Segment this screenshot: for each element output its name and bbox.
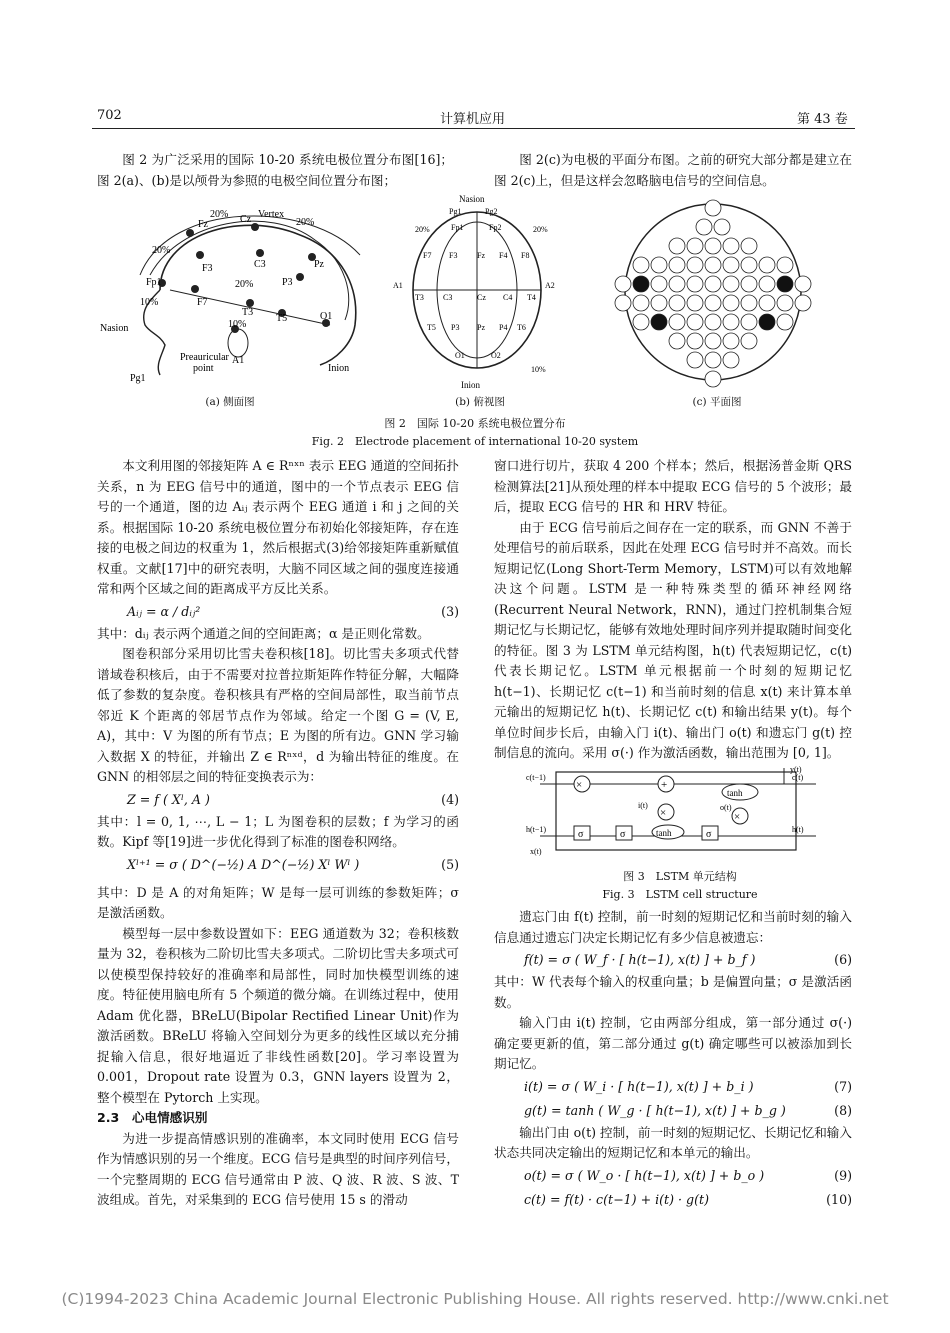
left-para-5: 其中：D 是 A 的对角矩阵；W 是每一层可训练的参数矩阵；σ 是激活函数。 bbox=[97, 884, 459, 920]
equation-10: c(t) = f(t) · c(t−1) + i(t) · g(t) (10) bbox=[524, 1191, 852, 1207]
svg-text:Pg1: Pg1 bbox=[449, 207, 462, 216]
left-para-4: 其中：l = 0, 1, ⋯, L − 1；L 为图卷积的层数；f 为学习的函数。Kipf 等[19]进一步优化得到了标准的图卷积网络。 bbox=[97, 813, 459, 849]
svg-text:×: × bbox=[576, 779, 583, 791]
svg-text:Cz: Cz bbox=[240, 214, 252, 225]
svg-text:×: × bbox=[734, 811, 741, 823]
svg-text:Pz: Pz bbox=[477, 323, 485, 332]
nasion-label: Nasion bbox=[100, 323, 129, 334]
svg-text:F7: F7 bbox=[197, 297, 208, 308]
svg-text:T5: T5 bbox=[427, 323, 436, 332]
electrode-dot bbox=[705, 314, 721, 330]
svg-text:+: + bbox=[661, 779, 668, 791]
electrode-dot bbox=[741, 314, 757, 330]
svg-text:×: × bbox=[660, 807, 667, 819]
electrode-dot bbox=[669, 314, 685, 330]
svg-text:c(t−1): c(t−1) bbox=[526, 773, 546, 782]
svg-text:T6: T6 bbox=[517, 323, 526, 332]
figure2-caption-en: Fig. 2 Electrode placement of international 10-20 system bbox=[311, 435, 639, 448]
electrode-dot bbox=[651, 276, 667, 292]
svg-text:10%: 10% bbox=[228, 319, 247, 330]
svg-text:Cz: Cz bbox=[477, 293, 486, 302]
electrode-dot bbox=[615, 295, 631, 311]
svg-text:20%: 20% bbox=[152, 245, 171, 256]
electrode-dot bbox=[651, 295, 667, 311]
journal-title: 计算机应用 bbox=[440, 112, 506, 127]
electrode-dot bbox=[759, 295, 775, 311]
svg-text:O1: O1 bbox=[455, 351, 465, 360]
electrode-dot bbox=[705, 352, 721, 368]
svg-text:T4: T4 bbox=[527, 293, 536, 302]
figure3-caption-en: Fig. 3 LSTM cell structure bbox=[602, 888, 758, 901]
right-para-2: 由于 ECG 信号前后之间存在一定的联系，而 GNN 不善于处理信号的前后联系，因此在处理 ECG 信号时并不高效。而长短期记忆(Long Short-Term Memory，LSTM)可以有效地解决这个问题。LSTM 是一种特殊类型的循环神经网络(Recurrent Neural Network，RNN)，通过门控机制集合短期记忆与长期记忆，能够有效地处理时间序列并提取随时间变化的特征。图 3 为 LSTM 单元结构图，h(t) 代表短期记忆，c(t) 代表长期记忆。LSTM 单元根据前一个时刻的短期记忆 h(t−1)、长期记忆 c(t−1) 和当前时刻的信息 x(t) 来计算本单元输出的短期记忆 h(t)、长期记忆 c(t) 和输出结果 y(t)。每个单位时间步长后，由输入门 i(t)、输出门 o(t) 和遗忘门 g(t) 控制信息的流向。采用 σ(·) 作为激活函数，输出范围为 [0, 1]。 bbox=[494, 519, 852, 760]
electrode-dot bbox=[723, 333, 739, 349]
equation-5: Xˡ⁺¹ = σ ( D^(−½) A D^(−½) Xˡ Wˡ ) (5) bbox=[127, 856, 459, 872]
svg-text:P3: P3 bbox=[282, 277, 293, 288]
svg-text:T5: T5 bbox=[276, 313, 288, 324]
electrode-dot bbox=[723, 238, 739, 254]
electrode-dot bbox=[723, 257, 739, 273]
figure3-lstm-diagram bbox=[526, 766, 830, 862]
svg-text:F3: F3 bbox=[449, 251, 458, 260]
electrode-dot bbox=[723, 276, 739, 292]
electrode-dot bbox=[777, 257, 793, 273]
electrode-dot bbox=[705, 333, 721, 349]
svg-text:P4: P4 bbox=[499, 323, 508, 332]
svg-text:20%: 20% bbox=[235, 279, 254, 290]
svg-text:Fz: Fz bbox=[198, 219, 208, 230]
svg-text:Pg2: Pg2 bbox=[485, 207, 498, 216]
electrode-dot bbox=[795, 295, 811, 311]
figure2-side-view bbox=[100, 205, 390, 387]
electrode-dot bbox=[687, 257, 703, 273]
svg-text:h(t−1): h(t−1) bbox=[526, 825, 547, 834]
electrode-dot bbox=[669, 276, 685, 292]
electrode-dot bbox=[687, 333, 703, 349]
electrode-dot bbox=[687, 314, 703, 330]
svg-text:20%: 20% bbox=[533, 225, 548, 234]
equation-3: Aᵢⱼ = α / dᵢⱼ² (3) bbox=[127, 603, 459, 619]
right-column bbox=[494, 456, 852, 764]
svg-text:20%: 20% bbox=[210, 209, 229, 220]
figure2-sub-b: (b) 俯视图 bbox=[455, 396, 505, 408]
equation-8: g(t) = tanh ( W_g · [ h(t−1), x(t) ] + b_g ) (8) bbox=[524, 1102, 852, 1118]
svg-text:x(t): x(t) bbox=[530, 847, 542, 856]
svg-text:C4: C4 bbox=[503, 293, 513, 302]
svg-text:σ: σ bbox=[706, 829, 712, 840]
svg-text:c(t): c(t) bbox=[792, 773, 804, 782]
svg-text:F8: F8 bbox=[521, 251, 530, 260]
svg-text:Pz: Pz bbox=[314, 259, 324, 270]
top-right-text: 图 2(c)为电极的平面分布图。之前的研究大部分都是建立在图 2(c)上，但是这样会忽略脑电信号的空间信息。 bbox=[494, 152, 852, 188]
right-para-3: 遗忘门由 f(t) 控制，前一时刻的短期记忆和当前时刻的输入信息通过遗忘门决定长期记忆有多少信息被遗忘： bbox=[494, 909, 852, 945]
svg-text:C3: C3 bbox=[443, 293, 453, 302]
svg-text:Pg1: Pg1 bbox=[130, 373, 146, 384]
right-para-4: 其中：W 代表每个输入的权重向量；b 是偏置向量；σ 是激活函数。 bbox=[494, 974, 852, 1010]
electrode-dot bbox=[705, 257, 721, 273]
left-para-6: 模型每一层中参数设置如下：EEG 通道数为 32；卷积核数量为 32，卷积核为二阶切比雪夫多项式。二阶切比雪夫多项式可以使模型保持较好的准确率和局部性，同时加快模型训练的速度。特征使用脑电所有 5 个频道的微分熵。在训练过程中，使用 Adam 优化器，BReLU(Bipolar Rectified Linear Unit)作为激活函数。BReLU 将输入空间划分为更多的线性区域以充分捕捉输入信息，很好地逼近了非线性函数[20]。学习率设置为 0.001，Dropout rate 设置为 0.3，GNN layers 设置为 2，整个模型在 Pytorch 上实现。 bbox=[97, 925, 459, 1105]
electrode-dot bbox=[615, 276, 631, 292]
figure2-top-view bbox=[393, 192, 563, 390]
electrode-dot bbox=[705, 238, 721, 254]
electrode-dot bbox=[777, 314, 793, 330]
left-para-1: 本文利用图的邻接矩阵 A ∈ Rⁿˣⁿ 表示 EEG 通道的空间拓扑关系，n 为 EEG 信号中的通道，图中的一个节点表示 EEG 信号的一个通道，图的边 Aᵢⱼ 表示两个 EEG 通道 i 和 j 之间的关系。根据国际 10-20 系统电极位置分布初始化邻接矩阵，存在连接的电极之间边的权重为 1，然后根据式(3)给邻接矩阵重新赋值权重。文献[17]中的研究表明，大脑不同区域之间的强度连接通常和两个区域之间的距离成平方反比关系。 bbox=[97, 458, 459, 596]
electrode-dot bbox=[741, 295, 757, 311]
svg-text:F7: F7 bbox=[423, 251, 432, 260]
electrode-dot bbox=[741, 276, 757, 292]
svg-text:F4: F4 bbox=[499, 251, 508, 260]
electrode-dot bbox=[705, 371, 721, 387]
electrode-dot bbox=[669, 333, 685, 349]
section-heading: 2.3 心电情感识别 bbox=[97, 1110, 208, 1125]
electrode-dot bbox=[741, 257, 757, 273]
electrode-dot bbox=[759, 276, 775, 292]
figure3-caption-cn: 图 3 LSTM 单元结构 bbox=[623, 870, 737, 883]
equation-9: o(t) = σ ( W_o · [ h(t−1), x(t) ] + b_o ) (9) bbox=[524, 1167, 852, 1183]
svg-text:σ: σ bbox=[578, 829, 584, 840]
electrode-dot bbox=[723, 352, 739, 368]
svg-text:A1: A1 bbox=[393, 281, 403, 290]
left-para-3: 图卷积部分采用切比雪夫卷积核[18]。切比雪夫多项式代替谱域卷积核后，由于不需要对拉普拉斯矩阵作特征分解，大幅降低了参数的复杂度。卷积核具有严格的空间局部性，取当前节点邻近 K 个距离的邻居节点作为邻域。给定一个图 G = (V, E, A)，其中：V 为图的所有节点；E 为图的所有边。GNN 学习输入数据 X 的特征，并输出 Z ∈ Rⁿˣᵈ，d 为输出特征的维度。在 GNN 的相邻层之间的特征变换表示为： bbox=[97, 646, 459, 784]
svg-text:tanh: tanh bbox=[656, 828, 672, 838]
electrode-dot bbox=[669, 295, 685, 311]
svg-text:o(t): o(t) bbox=[720, 803, 732, 812]
electrode-dot bbox=[705, 276, 721, 292]
left-para-2: 其中：dᵢⱼ 表示两个通道之间的空间距离；α 是正则化常数。 bbox=[97, 625, 430, 641]
electrode-dot bbox=[705, 200, 721, 216]
svg-text:Fp1: Fp1 bbox=[146, 277, 162, 288]
volume-label: 第 43 卷 bbox=[797, 112, 848, 127]
electrode-dot bbox=[633, 276, 649, 292]
svg-text:20%: 20% bbox=[415, 225, 430, 234]
figure2-sub-a: (a) 侧面图 bbox=[205, 396, 255, 408]
electrode-dot bbox=[759, 314, 775, 330]
svg-text:Fp1: Fp1 bbox=[451, 223, 464, 232]
right-para-1: 窗口进行切片，获取 4 200 个样本；然后，根据汤普金斯 QRS 检测算法[21]从预处理的样本中提取 ECG 信号的 5 个波形；最后，提取 ECG 信号的 HR 和 HRV 特征。 bbox=[494, 458, 852, 514]
electrode-dot bbox=[696, 219, 712, 235]
preauricular-label: Preauricular bbox=[180, 352, 229, 363]
figure2-planar-view bbox=[603, 196, 823, 388]
header-rule bbox=[92, 128, 855, 129]
electrode-dot bbox=[633, 257, 649, 273]
svg-text:O1: O1 bbox=[320, 311, 333, 322]
electrode-dot bbox=[741, 238, 757, 254]
svg-text:Fp2: Fp2 bbox=[489, 223, 502, 232]
right-para-6: 输出门由 o(t) 控制，前一时刻的短期记忆、长期记忆和输入状态共同决定输出的短期记忆和本单元的输出。 bbox=[494, 1124, 852, 1160]
figure2-sub-c: (c) 平面图 bbox=[692, 396, 742, 408]
svg-text:C3: C3 bbox=[254, 259, 266, 270]
electrode-dot bbox=[669, 257, 685, 273]
svg-text:F3: F3 bbox=[202, 263, 213, 274]
electrode-dot bbox=[777, 276, 793, 292]
svg-text:tanh: tanh bbox=[727, 788, 743, 798]
electrode-dot bbox=[723, 314, 739, 330]
electrode-dot bbox=[651, 257, 667, 273]
copyright-footer: (C)1994-2023 China Academic Journal Electronic Publishing House. All rights reserved. http://www.cnki.net bbox=[61, 1290, 889, 1308]
electrode-dot bbox=[687, 276, 703, 292]
svg-text:Nasion: Nasion bbox=[459, 194, 485, 204]
electrode-dot bbox=[795, 276, 811, 292]
svg-text:A2: A2 bbox=[545, 281, 555, 290]
electrode-dot bbox=[651, 314, 667, 330]
left-para-7: 为进一步提高情感识别的准确率，本文同时使用 ECG 信号作为情感识别的另一个维度。ECG 信号是典型的时间序列信号，一个完整周期的 ECG 信号通常由 P 波、Q 波、R 波、S 波、T 波组成。首先，对采集到的 ECG 信号使用 15 s 的滑动 bbox=[97, 1130, 459, 1207]
svg-text:T3: T3 bbox=[242, 307, 254, 318]
electrode-dot bbox=[741, 333, 757, 349]
inion-label: Inion bbox=[328, 363, 350, 374]
electrode-dot bbox=[633, 314, 649, 330]
left-column bbox=[97, 456, 459, 1211]
electrode-dot bbox=[687, 352, 703, 368]
page-number: 702 bbox=[97, 108, 122, 123]
svg-text:O2: O2 bbox=[491, 351, 501, 360]
equation-6: f(t) = σ ( W_f · [ h(t−1), x(t) ] + b_f ) (6) bbox=[524, 952, 852, 967]
svg-text:h(t): h(t) bbox=[792, 825, 804, 834]
svg-text:A1: A1 bbox=[232, 355, 245, 366]
svg-text:σ: σ bbox=[620, 829, 626, 840]
electrode-dot bbox=[687, 238, 703, 254]
electrode-dot bbox=[777, 295, 793, 311]
electrode-dot bbox=[633, 295, 649, 311]
svg-text:20%: 20% bbox=[296, 217, 315, 228]
electrode-dot bbox=[714, 219, 730, 235]
equation-4: Z = f ( Xˡ, A ) (4) bbox=[127, 791, 459, 807]
point-label: point bbox=[193, 363, 214, 374]
electrode-dot bbox=[669, 238, 685, 254]
electrode-dot bbox=[705, 295, 721, 311]
svg-text:P3: P3 bbox=[451, 323, 460, 332]
svg-text:Fz: Fz bbox=[477, 251, 485, 260]
vertex-label: Vertex bbox=[258, 209, 285, 220]
equation-7: i(t) = σ ( W_i · [ h(t−1), x(t) ] + b_i ) (7) bbox=[524, 1078, 852, 1094]
svg-text:10%: 10% bbox=[531, 365, 546, 374]
electrode-dot bbox=[687, 295, 703, 311]
figure2-caption-cn: 图 2 国际 10-20 系统电极位置分布 bbox=[384, 417, 566, 430]
svg-text:y(t): y(t) bbox=[790, 766, 802, 774]
svg-text:T3: T3 bbox=[415, 293, 424, 302]
svg-text:Inion: Inion bbox=[461, 380, 480, 390]
electrode-dot bbox=[759, 257, 775, 273]
svg-text:10%: 10% bbox=[140, 297, 159, 308]
electrode-dot bbox=[723, 295, 739, 311]
svg-text:i(t): i(t) bbox=[638, 801, 648, 810]
top-left-text: 图 2 为广泛采用的国际 10-20 系统电极位置分布图[16]；图 2(a)、(b)是以颅骨为参照的电极空间位置分布图； bbox=[97, 152, 453, 188]
right-para-5: 输入门由 i(t) 控制，它由两部分组成，第一部分通过 σ(·) 确定要更新的值，第二部分通过 g(t) 确定哪些可以被添加到长期记忆。 bbox=[494, 1015, 852, 1071]
right-column-lower bbox=[494, 907, 852, 1212]
